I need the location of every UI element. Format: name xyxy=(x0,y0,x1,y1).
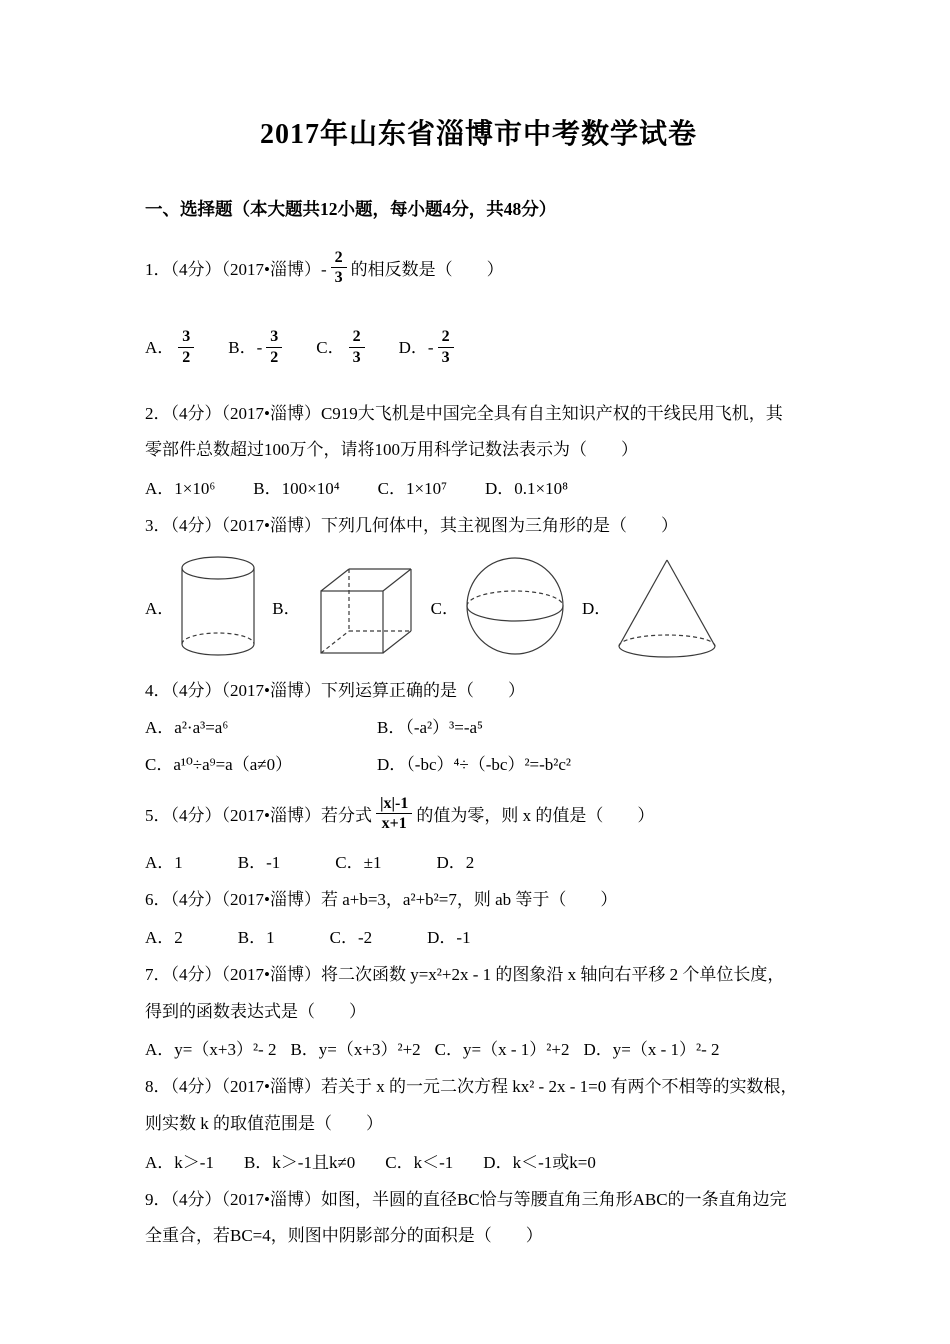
question-1 xyxy=(145,245,812,370)
question-7-line2: 得到的函数表达式是（ ） xyxy=(145,1001,366,1021)
question-5-suffix: 的值为零，则 x 的值是（ ） xyxy=(416,806,655,826)
option-c: C．-2 xyxy=(329,928,373,948)
fraction-denominator: 2 xyxy=(270,348,279,366)
question-2-options xyxy=(145,469,812,508)
question-4 xyxy=(145,673,812,783)
question-5-options xyxy=(145,843,812,882)
question-2-line1: 2．（4分）（2017•淄博）C919大飞机是中国完全具有自主知识产权的干线民用飞机，其 xyxy=(145,403,783,423)
question-9-line2: 全重合，若BC=4，则图中阴影部分的面积是（ ） xyxy=(145,1226,543,1246)
option-d: D．-1 xyxy=(427,928,471,948)
option-d: D．2 xyxy=(436,852,475,872)
option-c: C．y=（x - 1）²+2 xyxy=(434,1040,570,1060)
option-label: B． xyxy=(272,599,301,619)
option-d: D．k＜-1或k=0 xyxy=(483,1152,596,1172)
option-c: C．±1 xyxy=(335,852,382,872)
question-5-prefix: 5．（4分）（2017•淄博）若分式 xyxy=(145,806,372,826)
option-label: A． xyxy=(145,337,175,357)
fraction-denominator: 3 xyxy=(334,269,343,287)
option-a: A．1 xyxy=(145,852,183,872)
question-5 xyxy=(145,791,812,881)
option-b: B．（-a²）³=-a⁵ xyxy=(377,718,483,738)
question-8-options xyxy=(145,1143,812,1182)
fraction xyxy=(349,327,365,366)
question-8-line1: 8．（4分）（2017•淄博）若关于 x 的一元二次方程 kx² - 2x - 1=0 有两个不相等的实数根， xyxy=(145,1077,798,1097)
cone-icon xyxy=(615,554,720,659)
option-d: D．0.1×10⁸ xyxy=(485,478,569,498)
question-7 xyxy=(145,957,812,1069)
option-label: D．- xyxy=(398,337,434,357)
option-a: A．1×10⁶ xyxy=(145,478,216,498)
fraction xyxy=(376,794,412,833)
question-8-line2: 则实数 k 的取值范围是（ ） xyxy=(145,1113,383,1133)
option-d: D．y=（x - 1）²- 2 xyxy=(583,1040,720,1060)
question-7-line1: 7．（4分）（2017•淄博）将二次函数 y=x²+2x - 1 的图象沿 x 轴向右平移 2 个单位长度， xyxy=(145,965,785,985)
section-header: 一、选择题（本大题共12小题，每小题4分，共48分） xyxy=(145,199,557,219)
option-b: B．y=（x+3）²+2 xyxy=(290,1040,421,1060)
question-2-line2: 零部件总数超过100万个，请将100万用科学记数法表示为（ ） xyxy=(145,440,638,460)
option-c-figure xyxy=(431,554,568,659)
page-title: 2017年山东省淄博市中考数学试卷 xyxy=(259,119,697,150)
question-9 xyxy=(145,1182,812,1255)
option-label: C． xyxy=(430,599,459,619)
question-1-suffix: 的相反数是（ ） xyxy=(350,260,504,280)
question-3 xyxy=(145,508,812,660)
question-3-figures xyxy=(145,554,812,659)
fraction-numerator: 3 xyxy=(266,327,282,347)
option-b: B．100×10⁴ xyxy=(253,478,340,498)
question-7-options xyxy=(145,1030,812,1069)
question-3-stem: 3．（4分）（2017•淄博）下列几何体中，其主视图为三角形的是（ ） xyxy=(145,515,678,535)
question-4-stem: 4．（4分）（2017•淄博）下列运算正确的是（ ） xyxy=(145,681,525,701)
option-b: B．-1 xyxy=(237,852,281,872)
option-b: B．k＞-1且k≠0 xyxy=(243,1152,356,1172)
option-d-figure xyxy=(582,554,720,659)
option-a: A．a²·a³=a⁶ xyxy=(145,718,229,738)
sphere-icon xyxy=(463,554,568,659)
fraction xyxy=(438,327,454,366)
option-c: C．1×10⁷ xyxy=(377,478,448,498)
fraction-numerator: |x|-1 xyxy=(376,794,412,814)
fraction xyxy=(178,327,194,366)
fraction-numerator: 2 xyxy=(331,248,347,268)
option-b: B．1 xyxy=(237,928,275,948)
question-1-stem xyxy=(145,245,812,290)
fraction-numerator: 2 xyxy=(438,327,454,347)
option-label: D． xyxy=(581,599,612,619)
question-9-line1: 9．（4分）（2017•淄博）如图，半圆的直径BC恰与等腰直角三角形ABC的一条直角边完 xyxy=(145,1189,787,1209)
option-c: C．a¹⁰÷a⁹=a（a≠0） xyxy=(145,754,293,774)
question-4-options xyxy=(145,710,812,783)
option-label: B．- xyxy=(228,337,263,357)
fraction-denominator: 3 xyxy=(352,348,361,366)
option-a: A．k＞-1 xyxy=(145,1152,214,1172)
option-a-figure xyxy=(145,554,258,659)
cylinder-icon xyxy=(178,554,258,659)
question-2 xyxy=(145,396,812,508)
option-label: C． xyxy=(316,337,345,357)
option-d xyxy=(399,324,458,369)
fraction xyxy=(266,327,282,366)
option-a: A．y=（x+3）²- 2 xyxy=(145,1040,277,1060)
option-c: C．k＜-1 xyxy=(385,1152,454,1172)
fraction-numerator: 2 xyxy=(349,327,365,347)
question-6-options xyxy=(145,918,812,957)
cube-icon xyxy=(305,557,417,657)
option-a: A．2 xyxy=(145,928,183,948)
option-a xyxy=(145,324,198,369)
fraction-numerator: 3 xyxy=(178,327,194,347)
fraction-denominator: 2 xyxy=(182,348,191,366)
option-b xyxy=(228,324,286,369)
fraction-denominator: 3 xyxy=(441,348,450,366)
question-8 xyxy=(145,1069,812,1181)
question-6 xyxy=(145,882,812,958)
question-5-stem xyxy=(145,791,812,836)
question-6-stem: 6．（4分）（2017•淄博）若 a+b=3，a²+b²=7，则 ab 等于（ ） xyxy=(145,889,618,909)
question-1-prefix: 1．（4分）（2017•淄博）- xyxy=(145,260,327,280)
option-label: A． xyxy=(145,599,175,619)
option-c xyxy=(316,324,368,369)
question-1-options xyxy=(145,324,812,369)
option-d: D．（-bc）⁴÷（-bc）²=-b²c² xyxy=(377,754,572,774)
option-b-figure xyxy=(272,557,416,657)
fraction-denominator: x+1 xyxy=(381,815,407,833)
fraction xyxy=(331,248,347,287)
